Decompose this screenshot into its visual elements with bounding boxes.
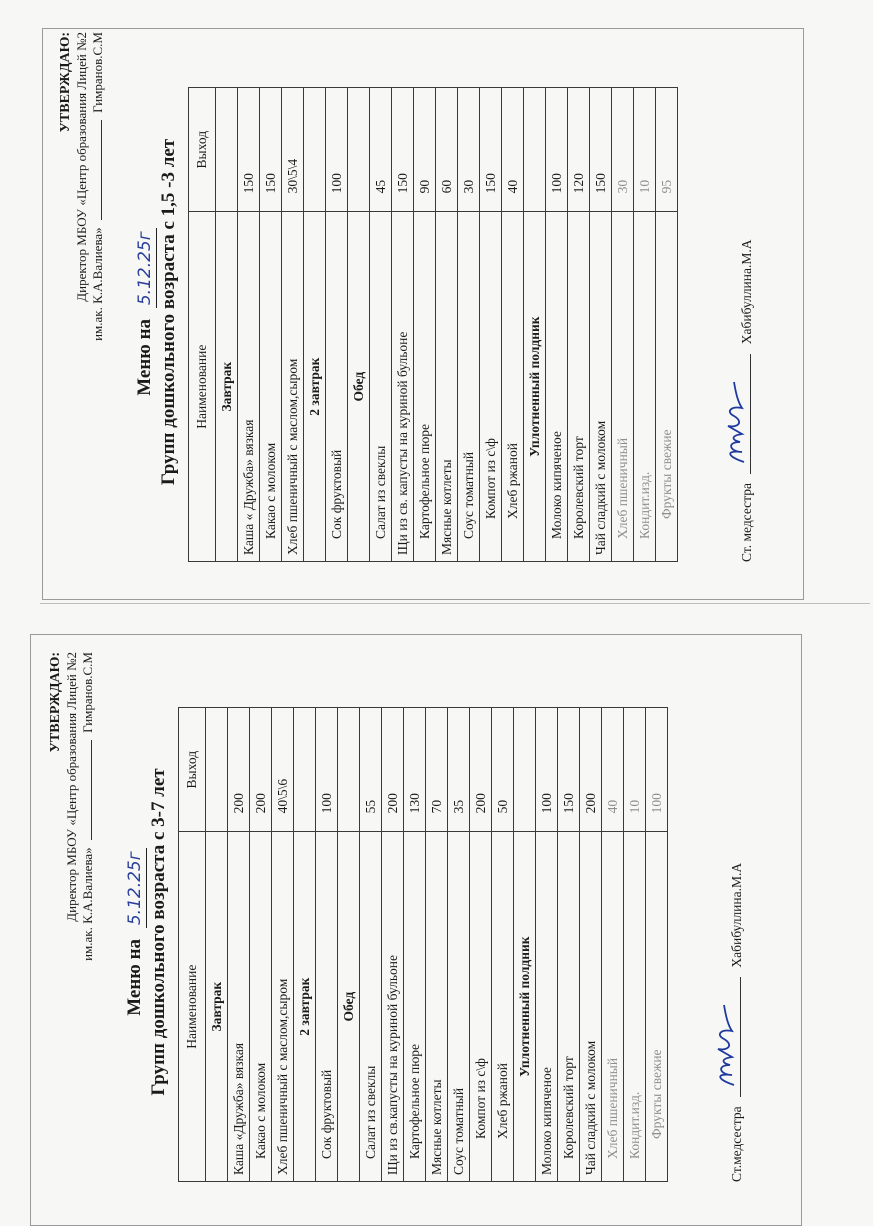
table-row [602,708,624,1182]
dish-name: Хлеб ржаной [502,212,524,562]
table-row [392,88,414,562]
nurse-signature [736,354,751,474]
dish-name: Соус томатный [458,212,480,562]
table-row [634,88,656,562]
section-empty-cell [206,708,228,832]
dish-output: 100 [326,88,348,212]
dish-output: 120 [568,88,590,212]
menu-subtitle: Групп дошкольного возраста с 3-7 лет [148,768,169,1096]
dish-name: Кондит.изд. [634,212,656,562]
table-row [260,88,282,562]
dish-output: 70 [426,708,448,832]
section-row [348,88,370,562]
dish-output: 150 [590,88,612,212]
dish-name: Сок фруктовый [316,832,338,1182]
section-title: Обед [338,832,360,1182]
table-header-row [189,88,216,562]
dish-output: 30\5\4 [282,88,304,212]
approval-stamp: УТВЕРЖДАЮ: [58,32,73,133]
dish-name: Каша « Дружба» вязкая [238,212,260,562]
menu-title-prefix: Меню на [134,318,155,396]
dish-output: 100 [546,88,568,212]
dish-output: 150 [260,88,282,212]
menu-date: 5.12.25г [125,851,145,926]
nurse-label: Ст. медсестра [739,483,754,562]
dish-output: 130 [404,708,426,832]
section-row [294,708,316,1182]
director-name: Гимранов.С.М [90,32,105,113]
dish-output: 35 [448,708,470,832]
dish-output: 200 [382,708,404,832]
dish-output: 200 [470,708,492,832]
director-name: Гимранов.С.М [80,652,95,733]
dish-output: 30 [612,88,634,212]
dish-output: 45 [370,88,392,212]
table-row [272,708,294,1182]
menu-table [178,707,668,1182]
dish-name: Каша «Дружба» вязкая [228,832,250,1182]
table-row [316,708,338,1182]
dish-output: 200 [228,708,250,832]
dish-output: 150 [238,88,260,212]
nurse-name: Хабибуллина.М.А [739,239,754,345]
section-empty-cell [524,88,546,212]
dish-output: 55 [360,708,382,832]
dish-name: Сок фруктовый [326,212,348,562]
dish-name: Компот из с\ф [480,212,502,562]
handwritten-signature [720,376,750,466]
dish-output: 95 [656,88,678,212]
dish-name: Соус томатный [448,832,470,1182]
table-row [250,708,272,1182]
section-row [524,88,546,562]
dish-output: 40\5\6 [272,708,294,832]
dish-output: 150 [558,708,580,832]
table-row [404,708,426,1182]
signature-line [101,120,102,220]
column-header-name: Наименование [179,832,206,1182]
menu-date: 5.12.25г [135,231,155,306]
menu-page-1-5-3 [46,22,866,602]
dish-output: 30 [458,88,480,212]
dish-output: 200 [580,708,602,832]
column-header-name: Наименование [189,212,216,562]
dish-name: Чай сладкий с молоком [590,212,612,562]
section-row [514,708,536,1182]
table-row [370,88,392,562]
section-title: Завтрак [206,832,228,1182]
table-row [656,88,678,562]
dish-output: 40 [502,88,524,212]
dish-output: 100 [316,708,338,832]
column-header-output: Выход [189,88,216,212]
dish-output: 100 [646,708,668,832]
section-title: Уплотненный полдник [524,212,546,562]
dish-name: Картофельное пюре [404,832,426,1182]
dish-output: 150 [392,88,414,212]
approval-line-2: им.ак. К.А.Валиева» [80,847,95,961]
dish-output: 90 [414,88,436,212]
table-row [646,708,668,1182]
dish-name: Мясные котлеты [436,212,458,562]
table-row [282,88,304,562]
nurse-signature-block [736,62,755,562]
handwritten-signature [710,999,740,1089]
table-row [448,708,470,1182]
dish-name: Кондит.изд. [624,832,646,1182]
column-header-output: Выход [179,708,206,832]
dish-name: Фрукты свежие [656,212,678,562]
dish-output: 10 [634,88,656,212]
section-empty-cell [216,88,238,212]
section-empty-cell [338,708,360,832]
dish-name: Чай сладкий с молоком [580,832,602,1182]
menu-subtitle: Групп дошкольного возраста с 1,5 -3 лет [158,138,179,486]
dish-name: Хлеб пшеничный с маслом,сыром [272,832,294,1182]
dish-output: 60 [436,88,458,212]
dish-name: Хлеб пшеничный [612,212,634,562]
menu-title-prefix: Меню на [124,938,145,1016]
table-row [470,708,492,1182]
dish-output: 150 [480,88,502,212]
section-empty-cell [514,708,536,832]
table-row [458,88,480,562]
table-row [502,88,524,562]
approval-line-1: Директор МБОУ «Центр образования Лицей №2 [64,652,79,922]
dish-name: Молоко кипяченое [536,832,558,1182]
section-row [216,88,238,562]
dish-output: 100 [536,708,558,832]
table-row [568,88,590,562]
section-title: Завтрак [216,212,238,562]
dish-name: Салат из свеклы [370,212,392,562]
dish-output: 10 [624,708,646,832]
dish-name: Компот из с\ф [470,832,492,1182]
table-row [480,88,502,562]
dish-name: Молоко кипяченое [546,212,568,562]
table-row [536,708,558,1182]
dish-name: Щи из св.капусты на куриной бульоне [382,832,404,1182]
table-row [580,708,602,1182]
table-row [624,708,646,1182]
section-title: Уплотненный полдник [514,832,536,1182]
nurse-signature-block [726,682,745,1182]
dish-output: 50 [492,708,514,832]
dish-name: Королевский торт [568,212,590,562]
table-row [426,708,448,1182]
dish-output: 200 [250,708,272,832]
menu-page-3-7 [36,642,856,1222]
section-empty-cell [348,88,370,212]
table-row [360,708,382,1182]
approval-line-2: им.ак. К.А.Валиева» [90,227,105,341]
section-row [304,88,326,562]
section-title: Обед [348,212,370,562]
approval-block [48,652,96,1082]
table-row [590,88,612,562]
section-row [338,708,360,1182]
table-row [546,88,568,562]
dish-name: Мясные котлеты [426,832,448,1182]
nurse-name: Хабибуллина.М.А [729,862,744,968]
section-title: 2 завтрак [304,212,326,562]
table-row [228,708,250,1182]
approval-line-1: Директор МБОУ «Центр образования Лицей №2 [74,32,89,302]
section-title: 2 завтрак [294,832,316,1182]
table-row [326,88,348,562]
dish-name: Какао с молоком [260,212,282,562]
dish-name: Хлеб пшеничный с маслом,сыром [282,212,304,562]
dish-name: Щи из св. капусты на куриной бульоне [392,212,414,562]
dish-output: 40 [602,708,624,832]
dish-name: Хлеб пшеничный [602,832,624,1182]
table-row [492,708,514,1182]
approval-stamp: УТВЕРЖДАЮ: [48,652,63,753]
table-row [414,88,436,562]
menu-title [124,642,147,1222]
dish-name: Картофельное пюре [414,212,436,562]
dish-name: Салат из свеклы [360,832,382,1182]
section-row [206,708,228,1182]
dish-name: Королевский торт [558,832,580,1182]
section-empty-cell [304,88,326,212]
table-header-row [179,708,206,1182]
nurse-signature [726,977,741,1097]
table-row [382,708,404,1182]
sheet-divider [40,603,870,604]
approval-block [58,32,106,462]
dish-name: Хлеб ржаной [492,832,514,1182]
menu-title [134,22,157,602]
dish-name: Фрукты свежие [646,832,668,1182]
table-row [238,88,260,562]
signature-line [91,740,92,840]
section-empty-cell [294,708,316,832]
menu-table [188,87,678,562]
table-row [558,708,580,1182]
table-row [436,88,458,562]
dish-name: Какао с молоком [250,832,272,1182]
table-row [612,88,634,562]
nurse-label: Ст.медсестра [729,1106,744,1182]
